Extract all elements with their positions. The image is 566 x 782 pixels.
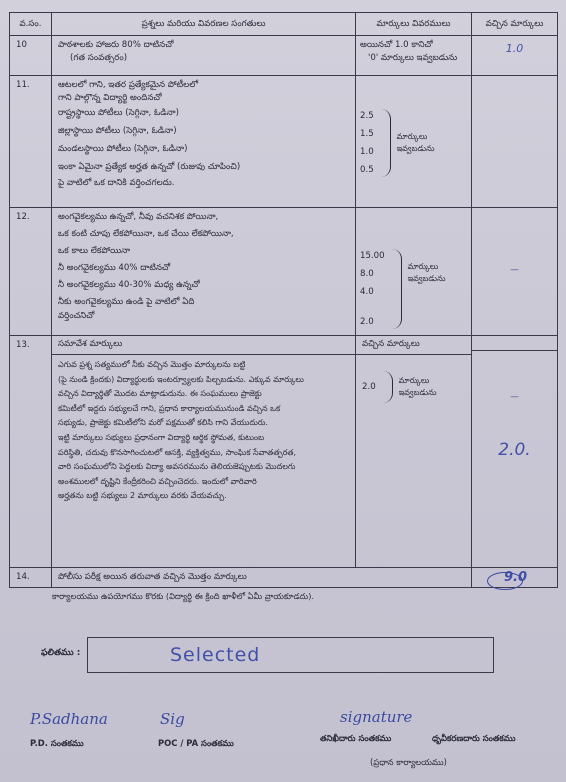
brace-shape: [382, 371, 393, 403]
total-marks: 9.0: [472, 568, 558, 588]
row-description: అంగవైకల్యము ఉన్నచో, నీవు వచనిశక పోయినా, ఒక కంటి చూపు లేకపోయినా, ఒక చేయి లేకపోయినా, ఒక కాలు లేకపోయినా నీ అంగవైకల్యము 40% దాటినచో నీ అంగవైకల్యము 40-30% మధ్య ఉన్నచో నీకు అంగవైకల్యము ఉండి పై వాటిలో ఏది వర్తించనిచో: [52, 208, 356, 336]
row-number: 12.: [10, 208, 52, 336]
table-header-row: [10, 13, 558, 36]
table-row: [10, 568, 558, 588]
signature-inspector: signature: [340, 708, 413, 726]
col-header-questions: ప్రశ్నలు మరియు వివరణల సంగతులు: [52, 13, 356, 36]
section-title: సమావేశ మార్కులు: [52, 336, 355, 355]
signature-label-poc: POC / PA సంతకము: [158, 738, 234, 748]
marks-table: [9, 12, 558, 588]
table-row: [10, 76, 558, 208]
col-header-marks-details: మార్కులు వివరములు: [356, 13, 472, 36]
table-row: [10, 208, 558, 336]
signature-pd: P.Sadhana: [30, 710, 108, 728]
row-number: 14.: [10, 568, 52, 588]
result-label: ఫలితము :: [41, 648, 81, 658]
row-number: 10: [10, 36, 52, 76]
signature-label-inspector: తనిఖీదారు సంతకము: [320, 733, 392, 743]
table-row: [10, 336, 558, 568]
awarded-marks: 1.0: [472, 36, 558, 76]
row-marks-details: అయినచో 1.0 కానిచో '0' మార్కులు ఇవ్వబడును: [356, 36, 472, 76]
brace-shape: [391, 249, 402, 329]
head-office-label: (ప్రధాన కార్యాలయము): [370, 757, 447, 767]
row-number: 13.: [10, 336, 52, 568]
signature-poc: Sig: [160, 710, 185, 728]
total-circle-mark: [487, 572, 523, 590]
row-description: పోలీసు పరీక్ష అయిన తరువాత వచ్చిన మొత్తం మార్కులు: [52, 568, 472, 588]
signature-label-verifier: ధృవీకరణదారు సంతకము: [432, 733, 516, 743]
result-value: Selected: [170, 644, 261, 666]
row-marks-details: వచ్చిన మార్కులు 2.0 మార్కులు ఇవ్వబడును: [356, 336, 472, 568]
row-description: పాఠశాలకు హాజరు 80% దాటినచో (గత సంవత్సరం): [52, 36, 356, 76]
signature-label-pd: P.D. సంతకము: [30, 738, 84, 748]
table-row: [10, 36, 558, 76]
brace-shape: [380, 109, 391, 177]
result-box: [87, 637, 494, 673]
col-header-serial: వ.సం.: [10, 13, 52, 36]
awarded-marks: — 2.0.: [472, 336, 558, 568]
row-description: ఆటలలో గాని, ఇతర ప్రత్యేకమైన పోటీలలో గాని పాల్గొన్న విద్యార్థి అందినచో రాష్ట్రస్థాయి పోటీలు (సెగ్గినా, ఓడినా) జిల్లాస్థాయి పోటీలు (సెగ్గినా, ఓడినా) మండలస్థాయి పోటీలు (సెగ్గినా, ఓడినా) ఇంకా ఏమైనా ప్రత్యేక అర్హత ఉన్నచో (రుజువు చూపించి) పై వాటిలో ఒక దానికి వర్తించగలదు.: [52, 76, 356, 208]
awarded-marks: —: [472, 208, 558, 336]
row-marks-details: 2.5 1.5 1.0 0.5 మార్కులు ఇవ్వబడును: [356, 76, 472, 208]
awarded-marks: [472, 76, 558, 208]
office-use-note: కార్యాలయము ఉపయోగము కొరకు (విద్యార్థి ఈ క్రింది ఖాళీలో ఏమీ వ్రాయకూడదు).: [52, 591, 315, 601]
row-description: సమావేశ మార్కులు ఎగువ ప్రశ్న సత్యములో నీకు వచ్చిన మొత్తం మార్కులను బట్టి (పై నుండి క్రిందకు) విద్యార్థులకు ఇంటర్వ్యూలకు పిల్చబడును. ఎక్కువ మార్కులు వచ్చిన విద్యార్థితో మొదట మాట్లాడుదును. ఈ సంఘములు ప్రాజెక్టు కమిటీలో ఇద్దరు సభ్యులచే గాని, ప్రధాన కార్యాలయమునుండి వచ్చిన ఒక సభ్యుడు, ప్రాజెక్టు కమిటీలోని మరో పక్షముతో కలిసి గాని వేయుదురు. ఇట్టి మార్కులు సభ్యులు ప్రధానంగా విద్యార్థి ఆర్థిక స్థోమత, కుటుంబ పరిస్థితి, చదువు కొనసాగించుటలో ఆసక్తి, వ్యక్తిత్వము, సాంఘిక సేవాతత్పరత, వారి సంఘములోని పెద్దలకు విద్యా అవసరమును తెలియజెప్పుటకు మొదలగు అంశములలో దృష్టిని కేంద్రీకరించి వచ్చించెదరు. ఇందులో వారివారి అర్హతను బట్టి సభ్యులు 2 మార్కులు వరకు వేయవచ్చు.: [52, 336, 356, 568]
col-header-awarded: వచ్చిన మార్కులు: [472, 13, 558, 36]
section-marks-header: వచ్చిన మార్కులు: [356, 336, 471, 355]
row-marks-details: 15.00 8.0 4.0 2.0 మార్కులు ఇవ్వబడును: [356, 208, 472, 336]
row-number: 11.: [10, 76, 52, 208]
